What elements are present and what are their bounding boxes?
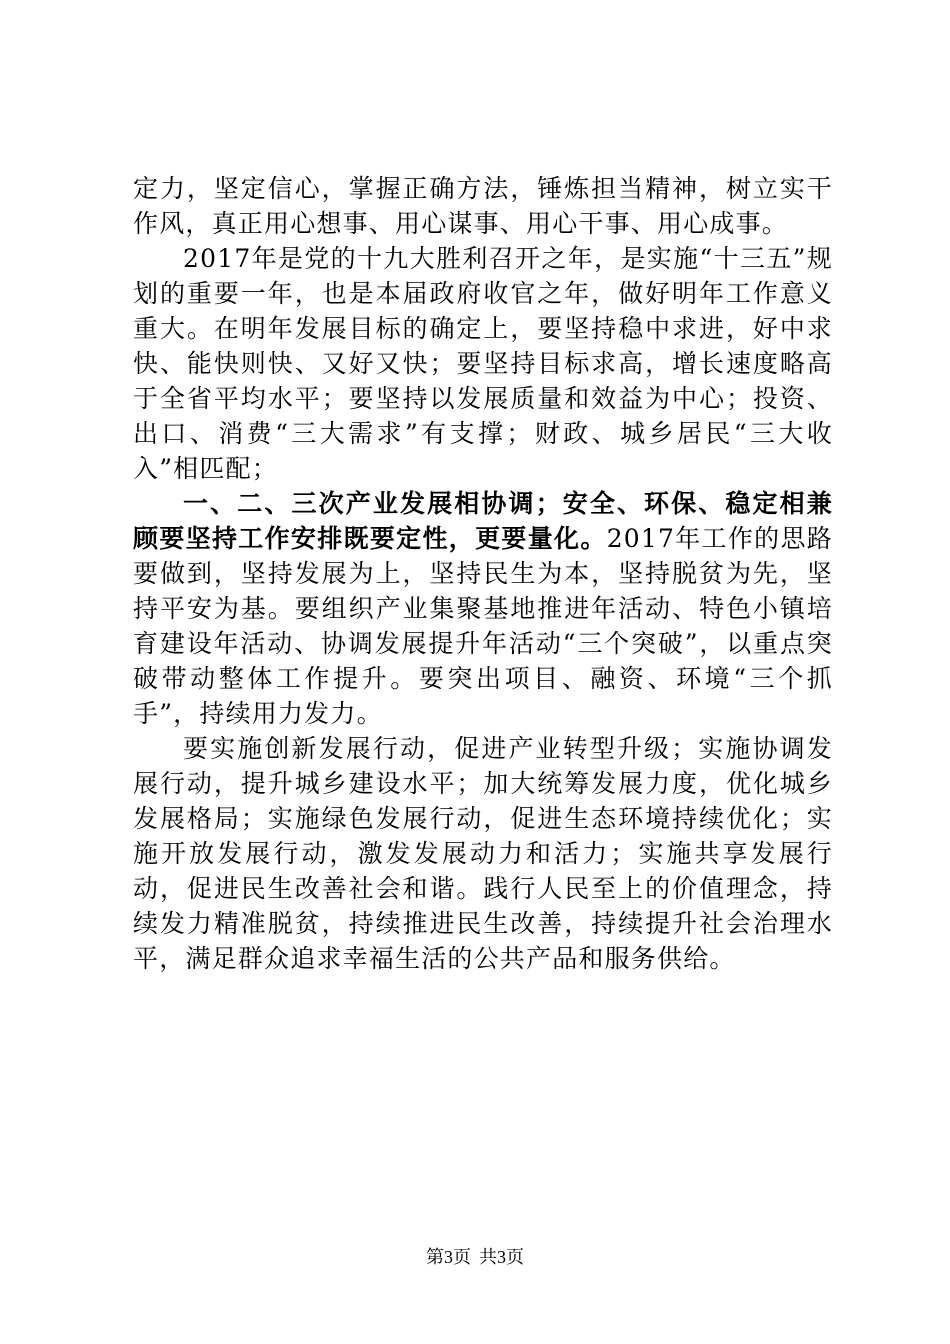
page-total: 共3页	[479, 1247, 524, 1267]
page-footer	[0, 1246, 950, 1268]
paragraph-4-text: 要实施创新发展行动，促进产业转型升级；实施协调发展行动，提升城乡建设水平；加大统筹发展力度，优化城乡发展格局；实施绿色发展行动，促进生态环境持续优化；实施开放发展行动，激发发展动力和活力；实施共享发展行动，促进民生改善社会和谐。践行人民至上的价值理念，持续发力精准脱贫，持续推进民生改善，持续提升社会治理水平，满足群众追求幸福生活的公共产品和服务供给。	[133, 734, 833, 973]
paragraph-3	[133, 486, 833, 731]
paragraph-2	[133, 241, 833, 486]
paragraph-3-bold-text: 一、二、三次产业发展相协调；安全、环保、稳定相兼顾要坚持工作安排既要定性，更要量化。	[133, 489, 833, 553]
paragraph-4	[133, 731, 833, 976]
paragraph-1-text: 定力，坚定信心，掌握正确方法，锤炼担当精神，树立实干作风，真正用心想事、用心谋事、用心干事、用心成事。	[133, 174, 833, 238]
paragraph-3-text: 2017年工作的思路要做到，坚持发展为上，坚持民生为本，坚持脱贫为先，坚持平安为基。要组织产业集聚基地推进年活动、特色小镇培育建设年活动、协调发展提升年活动“三个突破”，以重点突破带动整体工作提升。要突出项目、融资、环境“三个抓手”，持续用力发力。	[133, 524, 834, 728]
paragraph-2-text: 2017年是党的十九大胜利召开之年，是实施“十三五”规划的重要一年，也是本届政府收官之年，做好明年工作意义重大。在明年发展目标的确定上，要坚持稳中求进，好中求快、能快则快、又好又快；要坚持目标求高，增长速度略高于全省平均水平；要坚持以发展质量和效益为中心；投资、出口、消费“三大需求”有支撑；财政、城乡居民“三大收入”相匹配；	[133, 244, 833, 483]
paragraph-1	[133, 171, 833, 241]
document-body	[133, 171, 833, 976]
page-number: 第3页	[426, 1247, 471, 1267]
